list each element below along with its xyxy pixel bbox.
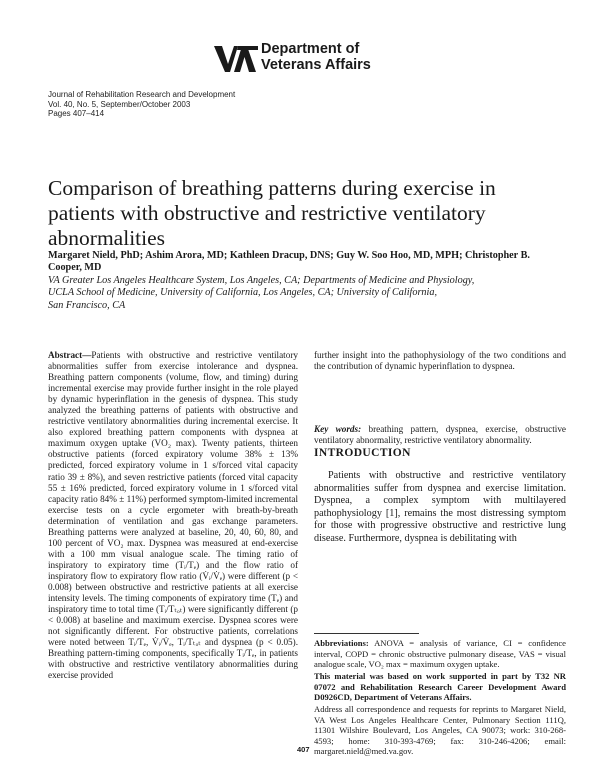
abbreviations <box>314 638 566 670</box>
article-title: Comparison of breathing patterns during exercise in patients with obstructive and restrictive ventilatory abnormalities <box>48 176 496 250</box>
keywords <box>314 424 566 446</box>
logo-line-2: Veterans Affairs <box>261 57 371 73</box>
affiliation <box>48 275 568 312</box>
footnote-divider <box>314 633 419 634</box>
correspondence-note: Address all correspondence and requests for reprints to Margaret Nield, VA West Los Angeles Healthcare Center, Pulmonary Section 111Q, 11301 Wilshire Boulevard, Los Angeles, CA 90073; work: 310-268-4593; home: 310-393-4769; fax: 310-246-4206; email: margaret.nield@med.va.gov. <box>314 703 566 757</box>
abstract-continued: further insight into the pathophysiology of the two conditions and the contribution of dynamic hyperinflation to dyspnea. <box>314 350 566 372</box>
journal-info <box>48 90 235 119</box>
affiliation-line-1: VA Greater Los Angeles Healthcare System, Los Angeles, CA; Departments of Medicine and Physiology, <box>48 275 475 286</box>
affiliation-line-2: UCLA School of Medicine, University of California, Los Angeles, CA; University of California, <box>48 287 437 299</box>
abbreviations-label: Abbreviations: <box>314 638 369 648</box>
introduction <box>314 470 566 545</box>
journal-pages: Pages 407–414 <box>48 109 105 118</box>
logo-line-1: Department of <box>261 41 360 57</box>
introduction-heading: INTRODUCTION <box>314 447 411 459</box>
journal-name: Journal of Rehabilitation Research and Development <box>48 90 236 99</box>
va-emblem-icon <box>214 44 258 74</box>
footnotes <box>314 638 566 758</box>
keywords-label: Key words: <box>314 424 362 434</box>
introduction-paragraph: Patients with obstructive and restrictive ventilatory abnormalities suffer from dyspnea and exercise limitation. Dyspnea, a complex symptom with multilayered pathophysiology [1], remains the most distressing symptom for those with progressive obstructive and restrictive lung disease. Furthermore, dyspnea is debilitating with <box>314 470 566 544</box>
abbreviations-text: ANOVA = analysis of variance, CI = confidence interval, COPD = chronic obstructive pulmonary disease, VAS = visual analogue scale, VO₂ max = maximum oxygen uptake. <box>314 638 566 670</box>
abstract <box>48 350 298 681</box>
abstract-text: Patients with obstructive and restrictive ventilatory abnormalities suffer from exercise intolerance and dyspnea. Breathing pattern components (volume, flow, and timing) during incremental exercise may provide further insight in the role played by dynamic hyperinflation in the genesis of dyspnea. This study analyzed the breathing patterns of patients with obstructive and restrictive ventilatory abnormalities during incremental exercise. It also explored breathing pattern components with dyspnea at maximum oxygen uptake (VO₂ max). Twenty patients, thirteen obstructive patients (forced expiratory volume 38% ± 13% predicted, forced expiratory volume in 1 s/forced vital capacity ratio 39 ± 8%), and seven restrictive patients (forced vital capacity 55 ± 16% predicted, forced expiratory volume in 1 s/forced vital capacity ratio 84% ± 11%) performed symptom-limited incremental exercise tests on a cycle ergometer with breath-by-breath determination of ventilation and gas exchange parameters. Breathing patterns were analyzed at baseline, 20, 40, 60, 80, and 100 percent of VO₂ max. Dyspnea was measured at end-exercise with a 100 mm visual analogue scale. The timing ratio of inspiratory to expiratory time (Tᵢ/Tₑ) and the flow ratio of inspiratory flow to expiratory flow ratio (V̇ᵢ/V̇ₑ) were different (p < 0.008) between obstructive and restrictive patients at all exercise intensity levels. The timing components of expiratory time (Tₑ) and inspiratory time to total time (Tᵢ/Tₜₒₜ) were significantly different (p < 0.008) at baseline and maximum exercise. Dyspnea scores were not significantly different. For obstructive patients, correlations were noted between Tᵢ/Tₑ, V̇ᵢ/V̇ₑ, Tᵢ/Tₜₒₜ and dyspnea (p < 0.05). Breathing pattern-timing components, specifically Tᵢ/Tₑ, in patients with obstructive and restrictive ventilatory abnormalities during exercise provided <box>48 350 298 681</box>
funding-note: This material was based on work supported in part by T32 NR 07072 and Rehabilitation Research Career Development Award D0926CD, Department of Veterans Affairs. <box>314 670 566 703</box>
affiliation-line-3: San Francisco, CA <box>48 299 126 311</box>
journal-volume: Vol. 40, No. 5, September/October 2003 <box>48 99 191 109</box>
abstract-label: Abstract— <box>48 350 92 360</box>
authors: Margaret Nield, PhD; Ashim Arora, MD; Kathleen Dracup, DNS; Guy W. Soo Hoo, MD, MPH; Christopher B. Cooper, MD <box>48 250 530 274</box>
va-logo <box>214 40 384 80</box>
page-number: 407 <box>297 745 310 754</box>
keywords-text: breathing pattern, dyspnea, exercise, obstructive ventilatory abnormality, restrictive ventilatory abnormality. <box>314 424 566 446</box>
